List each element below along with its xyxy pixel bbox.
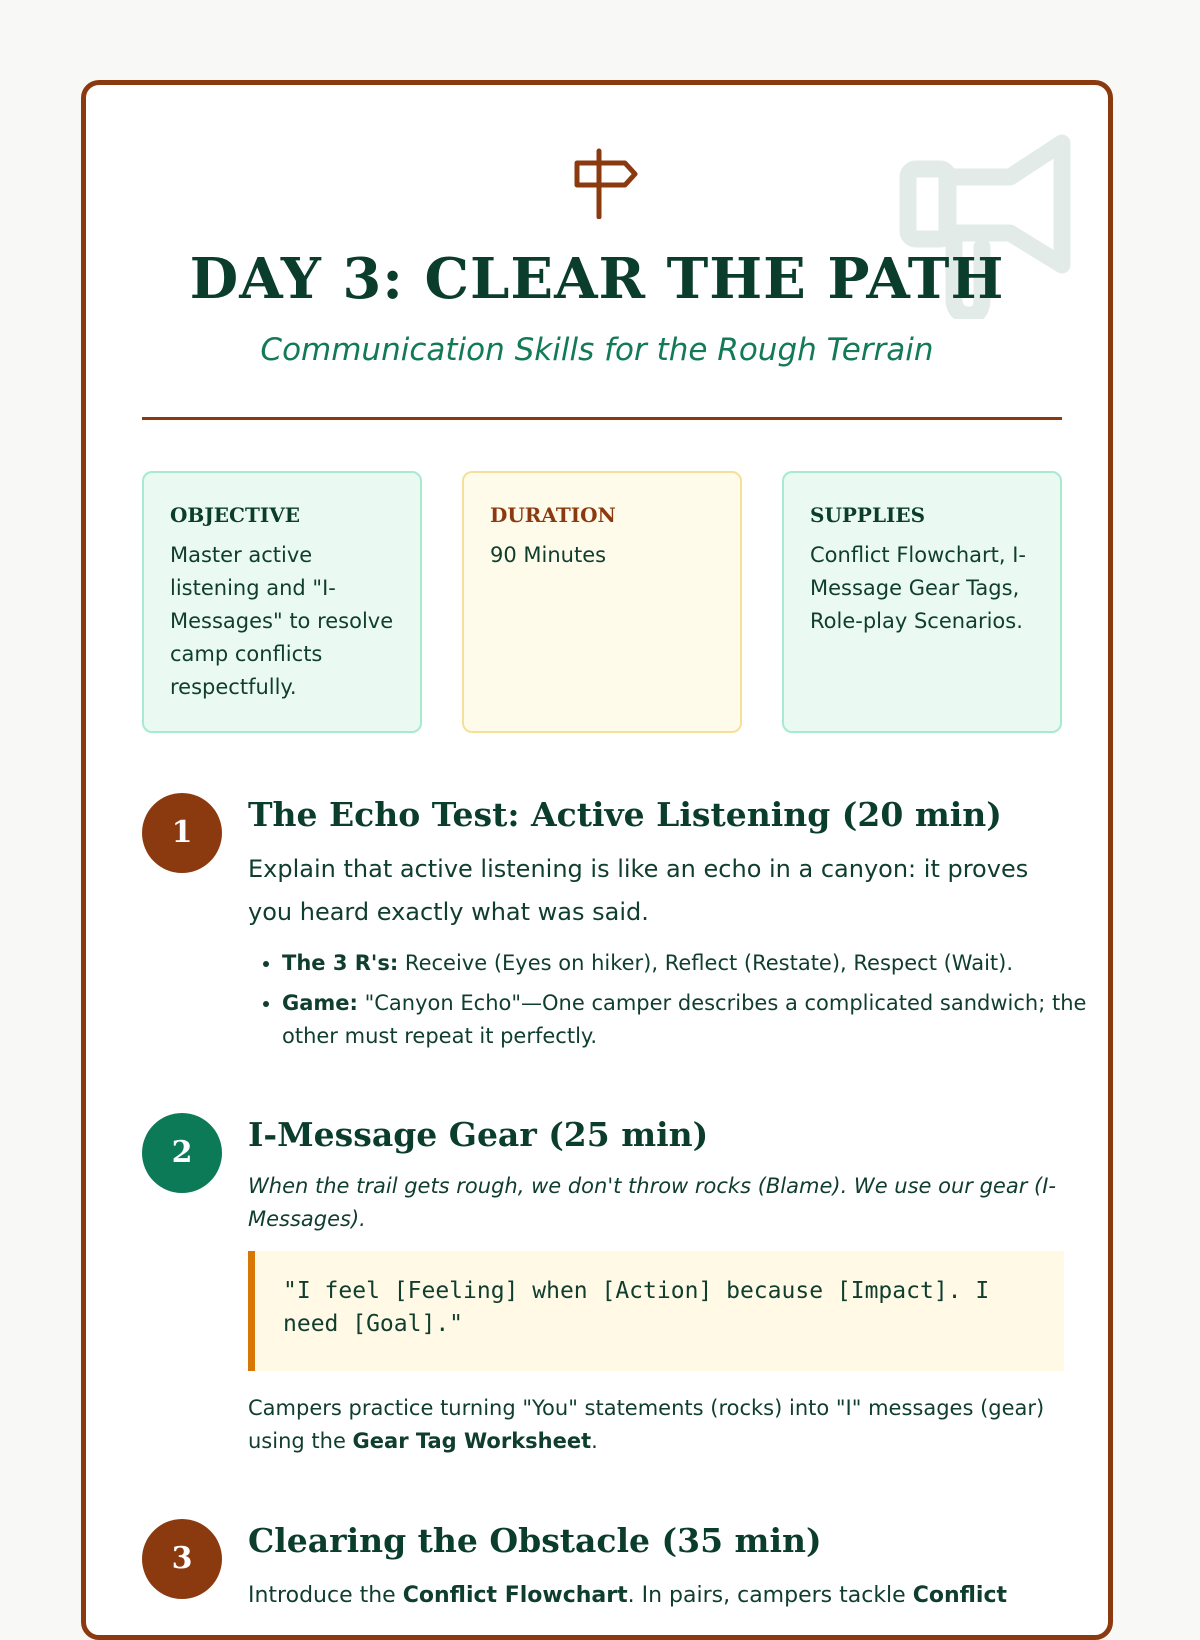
- bullet-text: Receive (Eyes on hiker), Reflect (Restate), Respect (Wait).: [398, 951, 1014, 975]
- step-intro-2: When the trail gets rough, we don't throw rocks (Blame). We use our gear (I-Messages).: [248, 1174, 1056, 1231]
- i-message-formula: "I feel [Feeling] when [Action] because [Impact]. I need [Goal].": [248, 1251, 1064, 1371]
- practice-bold: Gear Tag Worksheet: [352, 1429, 592, 1453]
- signpost-icon: [571, 147, 643, 219]
- intro-mid: . In pairs, campers tackle: [627, 1583, 913, 1608]
- step-title-2: I-Message Gear (25 min): [248, 1115, 709, 1154]
- objective-card: [142, 471, 422, 733]
- duration-heading: DURATION: [490, 503, 616, 527]
- duration-card: [462, 471, 742, 733]
- step-number-1: 1: [142, 793, 222, 873]
- duration-text: 90 Minutes: [490, 543, 607, 567]
- supplies-heading: SUPPLIES: [810, 503, 926, 527]
- page-subtitle: Communication Skills for the Rough Terrain: [260, 332, 934, 368]
- step-bullets-1: [248, 947, 1102, 1060]
- supplies-text: Conflict Flowchart, I-Message Gear Tags, Role-play Scenarios.: [810, 543, 1026, 633]
- step-number-2: 2: [142, 1113, 222, 1193]
- intro-start: Introduce the: [248, 1583, 403, 1608]
- step-title-3: Clearing the Obstacle (35 min): [248, 1521, 822, 1560]
- objective-heading: OBJECTIVE: [170, 503, 300, 527]
- bullet-label: The 3 R's:: [282, 951, 399, 975]
- list-item: [282, 987, 1102, 1053]
- divider: [142, 417, 1062, 420]
- step-practice-2: [248, 1392, 1068, 1458]
- practice-text: Campers practice turning "You" statements (rocks) into "I" messages (gear) using the: [248, 1396, 1045, 1453]
- intro-bold-2: Conflict: [912, 1583, 1008, 1608]
- step-number-3: 3: [142, 1519, 222, 1599]
- page-title: DAY 3: CLEAR THE PATH: [189, 246, 1005, 312]
- step-title-1: The Echo Test: Active Listening (20 min): [248, 795, 1002, 834]
- practice-end: .: [591, 1429, 598, 1453]
- intro-bold-1: Conflict Flowchart: [402, 1583, 628, 1608]
- supplies-card: [782, 471, 1062, 733]
- step-intro-1: Explain that active listening is like an echo in a canyon: it proves you heard exactly what was said.: [248, 855, 1029, 926]
- bullet-label: Game:: [282, 991, 358, 1015]
- list-item: [282, 947, 1102, 980]
- bullet-text: "Canyon Echo"—One camper describes a complicated sandwich; the other must repeat it perfectly.: [282, 991, 1087, 1048]
- objective-text: Master active listening and "I-Messages" to resolve camp conflicts respectfully.: [170, 543, 394, 699]
- lesson-card: [81, 80, 1113, 1640]
- step-intro-3: [248, 1579, 1068, 1612]
